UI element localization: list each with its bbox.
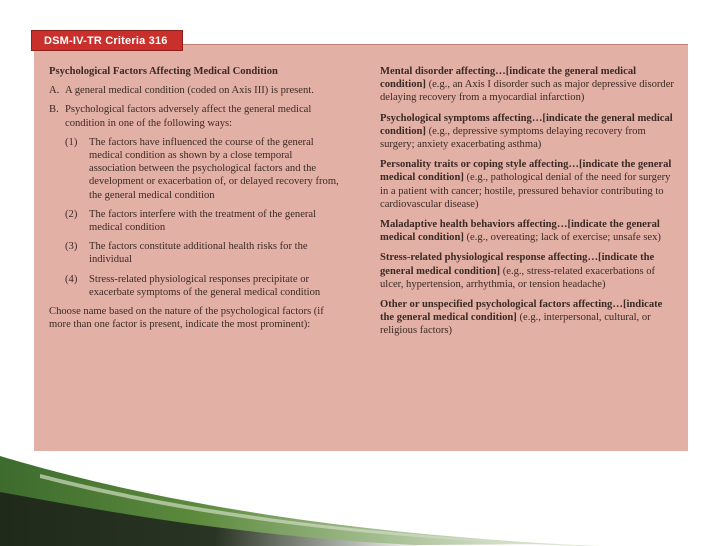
ways-list <box>49 136 339 299</box>
decorative-swoosh <box>0 452 728 546</box>
list-item <box>49 273 339 299</box>
subtype-name: Other or unspecified psychological factors affecting…[indicate the general medical condition] <box>380 299 663 324</box>
criteria-badge: DSM-IV-TR Criteria 316 <box>31 30 183 51</box>
list-item <box>49 208 339 234</box>
left-column <box>49 65 339 331</box>
criterion-a <box>49 84 339 97</box>
closing-note: Choose name based on the nature of the psychological factors (if more than one factor is present, indicate the most prominent): <box>49 306 324 331</box>
subtype-entry <box>380 298 676 338</box>
subtype-name: Maladaptive health behaviors affecting…[indicate the general medical condition] <box>380 219 660 244</box>
list-item-text: The factors interfere with the treatment of the general medical condition <box>89 208 317 234</box>
list-item-number: (3) <box>65 241 78 253</box>
right-column <box>380 65 676 345</box>
subtype-entry <box>380 251 676 291</box>
subtype-example: (e.g., interpersonal, cultural, or religious factors) <box>380 312 651 337</box>
criterion-a-text: A general medical condition (coded on Axis III) is present. <box>65 85 314 97</box>
subtype-example: (e.g., depressive symptoms delaying recovery from surgery; anxiety exacerbating asthma) <box>380 125 646 151</box>
list-item-text: The factors constitute additional health risks for the individual <box>89 241 308 266</box>
subtype-name: Stress-related physiological response affecting…[indicate the general medical condition] <box>380 252 655 277</box>
subtype-name: Personality traits or coping style affecting…[indicate the general medical condition] <box>380 159 672 184</box>
criterion-a-label: A. <box>49 85 60 97</box>
subtype-entry <box>380 218 676 244</box>
criteria-panel <box>34 44 688 451</box>
list-item-text: The factors have influenced the course of the general medical condition as shown by a close temporal association between the psychological factors and the development or exacerbation of, or delayed recovery from, the general medical condition <box>89 136 339 201</box>
subtype-name: Mental disorder affecting…[indicate the general medical condition] <box>380 66 637 91</box>
list-item-text: Stress-related physiological responses precipitate or exacerbate symptoms of the general medical condition <box>89 273 321 298</box>
subtype-example: (e.g., overeating; lack of exercise; unsafe sex) <box>463 232 661 244</box>
subtype-entry <box>380 158 676 211</box>
criterion-b-text: Psychological factors adversely affect the general medical condition in one of the following ways: <box>65 104 312 129</box>
criterion-b-label: B. <box>49 104 59 116</box>
subtype-name: Psychological symptoms affecting…[indicate the general medical condition] <box>380 112 673 137</box>
list-item-number: (1) <box>65 136 78 148</box>
subtype-entry <box>380 65 676 105</box>
subtype-example: (e.g., pathological denial of the need for surgery in a patient with cancer; hostile, pressured behavior contributing to cardiovascular disease) <box>380 172 671 210</box>
section-heading: Psychological Factors Affecting Medical Condition <box>49 66 278 77</box>
list-item <box>49 136 339 202</box>
list-item <box>49 240 339 266</box>
list-item-number: (4) <box>65 273 78 285</box>
subtype-entry <box>380 112 676 152</box>
subtype-example: (e.g., an Axis I disorder such as major depressive disorder delaying recovery from a myocardial infarction) <box>380 79 674 104</box>
criterion-b <box>49 103 339 129</box>
list-item-number: (2) <box>65 208 78 220</box>
subtype-example: (e.g., stress-related exacerbations of ulcer, hypertension, arrhythmia, or tension headache) <box>380 265 656 290</box>
